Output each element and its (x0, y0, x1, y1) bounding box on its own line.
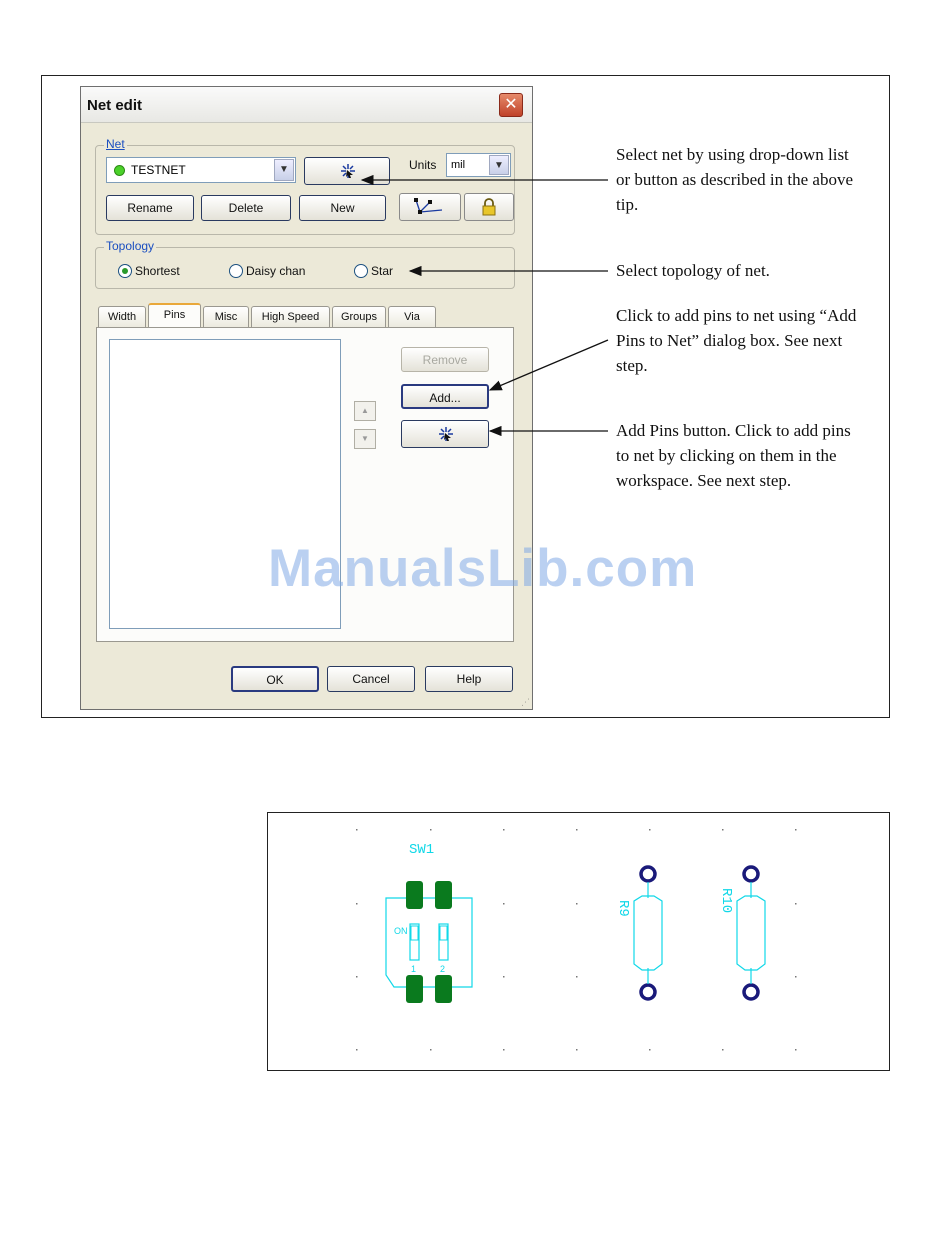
delete-button[interactable]: Delete (201, 195, 291, 221)
tab-high-speed[interactable]: High Speed (251, 306, 330, 328)
grid-dots (356, 829, 797, 1051)
topology-group-legend: Topology (106, 239, 155, 253)
move-up-button[interactable]: ▲ (354, 401, 376, 421)
sw1-component[interactable] (386, 881, 472, 1003)
units-combo-value: mil (451, 159, 466, 171)
help-button[interactable]: Help (425, 666, 513, 692)
topology-option-label: Daisy chan (246, 264, 306, 278)
r9-label: R9 (615, 900, 631, 917)
r10-label: R10 (718, 888, 734, 914)
watermark: ManualsLib.com (268, 539, 698, 598)
topology-option-label: Star (371, 264, 394, 278)
tab-groups[interactable]: Groups (332, 306, 386, 328)
add-button[interactable]: Add... (401, 384, 489, 409)
rename-button[interactable]: Rename (106, 195, 194, 221)
annotation-select-net: Select net by using drop-down list or button as described in the above tip. (616, 145, 853, 214)
annotation-add-pins-button: Add Pins button. Click to add pins to net by clicking on them in the workspace. See next step. (616, 421, 851, 490)
sw1-on-label: ON (394, 926, 408, 936)
close-button[interactable]: ✕ (499, 93, 523, 117)
net-combo-value: TESTNET (131, 163, 186, 177)
cancel-button[interactable]: Cancel (327, 666, 415, 692)
net-group-legend: Net (106, 137, 125, 151)
dialog-title: Net edit (87, 97, 143, 114)
new-button[interactable]: New (299, 195, 386, 221)
ok-button[interactable]: OK (231, 666, 319, 692)
r10-component[interactable] (737, 867, 765, 999)
tab-width[interactable]: Width (98, 306, 146, 328)
sw1-pin1-label: 1 (411, 964, 417, 974)
annotation-add-pins-dialog: Click to add pins to net using “Add Pins to Net” dialog box. See next step. (616, 306, 857, 375)
resize-grip-icon[interactable]: ⋰ (521, 697, 530, 707)
annotation-select-topology: Select topology of net. (616, 261, 770, 280)
move-down-button[interactable]: ▼ (354, 429, 376, 449)
tab-misc[interactable]: Misc (203, 306, 249, 328)
sw1-pin2-label: 2 (440, 964, 446, 974)
r9-component[interactable] (634, 867, 662, 999)
sw1-label: SW1 (409, 842, 435, 858)
tab-via[interactable]: Via (388, 306, 436, 328)
chevron-down-icon[interactable]: ▼ (489, 155, 509, 175)
chevron-down-icon[interactable]: ▼ (274, 159, 294, 181)
remove-button[interactable]: Remove (401, 347, 489, 372)
units-label: Units (409, 158, 437, 172)
topology-option-label: Shortest (135, 264, 180, 278)
tab-pins[interactable]: Pins (148, 303, 201, 328)
